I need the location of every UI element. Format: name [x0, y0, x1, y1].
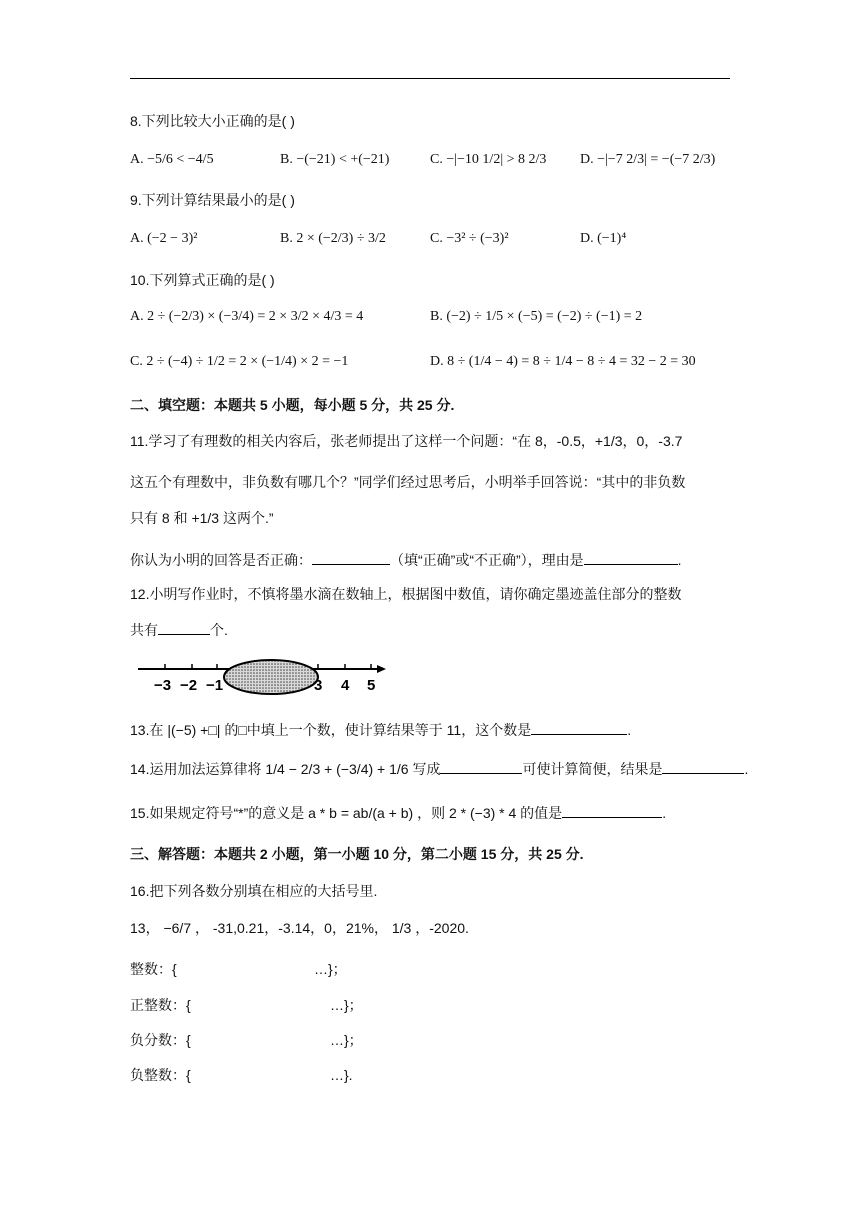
set-negative-integers-label: 负整数：{	[130, 1067, 191, 1083]
q13-period: .	[627, 722, 632, 738]
q14-text-2: 可使计算简便，结果是	[522, 761, 663, 777]
q14-text: 14.运用加法运算律将 1/4 − 2/3 + (−3/4) + 1/6 写成	[130, 761, 441, 777]
q11-reason-blank[interactable]	[584, 550, 678, 565]
q12-prompt: 共有	[130, 622, 158, 638]
q13-text: 13.在 |(−5) +□| 的□中填上一个数，使计算结果等于 11，这个数是	[130, 722, 532, 738]
q11-line-3: 只有 8 和 +1/3 这两个.”	[130, 510, 274, 526]
set-negative-fractions-end: …}；	[330, 1032, 363, 1048]
q13	[130, 720, 631, 740]
header-rule	[130, 78, 730, 79]
q16-numbers: 13， −6/7 ， -31,0.21，-3.14，0，21%， 1/3 ，-2020.	[130, 920, 469, 936]
set-positive-integers-end: …}；	[330, 997, 363, 1013]
q11-prompt: 你认为小明的回答是否正确：	[130, 552, 312, 568]
q8-option-c: C. −|−10 1/2| > 8 2/3	[430, 152, 547, 167]
q10-option-c: C. 2 ÷ (−4) ÷ 1/2 = 2 × (−1/4) × 2 = −1	[130, 354, 349, 369]
q16-stem: 16.把下列各数分别填在相应的大括号里.	[130, 883, 378, 899]
axis-arrow	[377, 665, 386, 673]
q11-hint: （填“正确”或“不正确”），理由是	[390, 552, 584, 568]
q15	[130, 803, 666, 823]
q8-option-b: B. −(−21) < +(−21)	[280, 152, 390, 167]
set-integers-label: 整数：{	[130, 961, 177, 977]
label-minus-2: −2	[180, 677, 198, 694]
q14-result-blank[interactable]	[662, 759, 744, 774]
q14-form-blank[interactable]	[440, 759, 522, 774]
q9-option-d: D. (−1)⁴	[580, 231, 627, 246]
set-negative-fractions-label: 负分数：{	[130, 1032, 191, 1048]
q12-answer-blank[interactable]	[158, 620, 210, 635]
q11-line-2: 这五个有理数中，非负数有哪几个？”同学们经过思考后，小明举手回答说：“其中的非负数	[130, 474, 686, 490]
label-minus-3: −3	[154, 677, 172, 694]
q14-period: .	[744, 761, 749, 777]
q10-stem: 10.下列算式正确的是( )	[130, 272, 275, 288]
q12-line-2	[130, 620, 228, 640]
q11-period: .	[677, 552, 682, 568]
q8-option-a: A. −5/6 < −4/5	[130, 152, 214, 167]
q15-answer-blank[interactable]	[562, 803, 662, 818]
q9-stem: 9.下列计算结果最小的是( )	[130, 192, 295, 208]
section-3-heading: 三、解答题：本题共 2 小题，第一小题 10 分，第二小题 15 分，共 25 分.	[130, 846, 584, 862]
q11-line-4	[130, 550, 682, 570]
q12-line-1: 12.小明写作业时，不慎将墨水滴在数轴上，根据图中数值，请你确定墨迹盖住部分的整数	[130, 586, 682, 602]
q11-answer-blank[interactable]	[312, 550, 390, 565]
set-positive-integers-label: 正整数：{	[130, 997, 191, 1013]
q15-period: .	[662, 805, 667, 821]
label-5: 5	[367, 677, 376, 694]
label-4: 4	[341, 677, 350, 694]
q10-option-b: B. (−2) ÷ 1/5 × (−5) = (−2) ÷ (−1) = 2	[430, 309, 643, 324]
q9-option-c: C. −3² ÷ (−3)²	[430, 231, 509, 246]
q8-option-d: D. −|−7 2/3| = −(−7 2/3)	[580, 152, 716, 167]
q12-suffix: 个.	[210, 622, 228, 638]
q9-option-b: B. 2 × (−2/3) ÷ 3/2	[280, 231, 386, 246]
set-integers-end: …}；	[314, 961, 347, 977]
label-3: 3	[314, 677, 323, 694]
q9-option-a: A. (−2 − 3)²	[130, 231, 198, 246]
q13-answer-blank[interactable]	[531, 720, 627, 735]
q14	[130, 759, 748, 779]
q11-line-1: 11.学习了有理数的相关内容后，张老师提出了这样一个问题：“在 8，-0.5，+1/3，0，-3.7	[130, 433, 683, 449]
q8-stem: 8.下列比较大小正确的是( )	[130, 113, 295, 129]
set-negative-integers-end: …}.	[330, 1067, 353, 1083]
section-2-heading: 二、填空题：本题共 5 小题，每小题 5 分，共 25 分.	[130, 397, 455, 413]
q10-option-d: D. 8 ÷ (1/4 − 4) = 8 ÷ 1/4 − 8 ÷ 4 = 32 − 2 = 30	[430, 354, 696, 369]
label-minus-1: −1	[206, 677, 224, 694]
ink-blot	[224, 660, 318, 694]
number-line-figure	[130, 654, 390, 698]
q10-option-a: A. 2 ÷ (−2/3) × (−3/4) = 2 × 3/2 × 4/3 = 4	[130, 309, 364, 324]
q15-text: 15.如果规定符号“*”的意义是 a * b = ab/(a + b) ，则 2 * (−3) * 4 的值是	[130, 805, 563, 821]
